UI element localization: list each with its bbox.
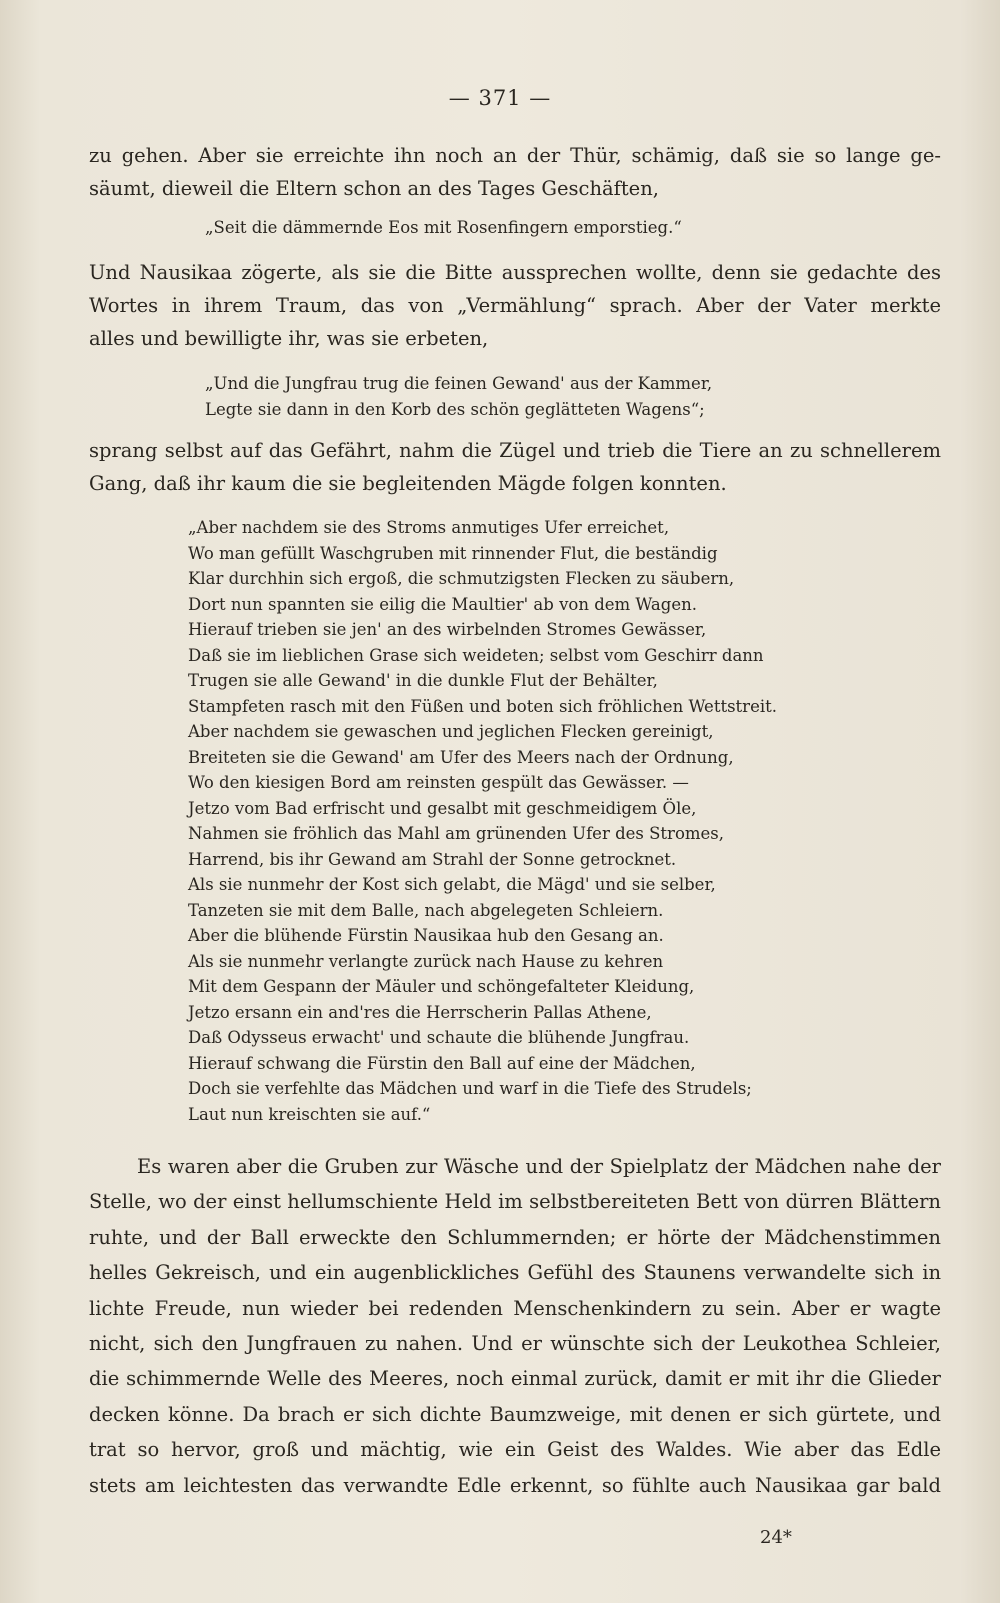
paragraph-line: Es waren aber die Gruben zur Wäsche und der Spielplatz der Mädchen nahe der [137, 1155, 941, 1178]
verse-line: Jetzo vom Bad erfrischt und gesalbt mit geschmeidigem Öle, [188, 798, 697, 818]
verse-quote-2 [205, 371, 712, 422]
paragraph-line: stets am leichtesten das verwandte Edle erkennt, so fühlte auch Nausikaa gar bald [89, 1473, 941, 1497]
paragraph-line: zu gehen. Aber sie erreichte ihn noch an der Thür, schämig, daß sie so lange ge- [89, 144, 941, 167]
paragraph-line: trat so hervor, groß und mächtig, wie ein Geist des Waldes. Wie aber das Edle [89, 1438, 941, 1462]
verse-line: Legte sie dann in den Korb des schön geglätteten Wagens“; [205, 399, 705, 419]
paragraph-3 [89, 434, 941, 500]
paragraph-line: decken könne. Da brach er sich dichte Baumzweige, mit denen er sich gürtete, und [89, 1402, 941, 1426]
verse-line: Stampfeten rasch mit den Füßen und boten sich fröhlichen Wettstreit. [188, 696, 777, 716]
page-number: — 371 — [448, 86, 552, 110]
verse-line: Jetzo ersann ein and'res die Herrscherin Pallas Athene, [188, 1002, 652, 1022]
verse-line: Tanzeten sie mit dem Balle, nach abgelegeten Schleiern. [188, 900, 664, 920]
paragraph-line: Wortes in ihrem Traum, das von „Vermählung“ sprach. Aber der Vater merkte [89, 294, 941, 317]
paragraph-line: alles und bewilligte ihr, was sie erbeten, [89, 327, 489, 350]
verse-line: Aber nachdem sie gewaschen und jeglichen Flecken gereinigt, [188, 722, 714, 741]
paragraph-4 [89, 1149, 941, 1503]
verse-line: Breiteten sie die Gewand' am Ufer des Meers nach der Ordnung, [188, 747, 734, 767]
paragraph-line: ruhte, und der Ball erweckte den Schlummernden; er hörte der Mädchenstimmen [89, 1225, 941, 1249]
paragraph-line: säumt, dieweil die Eltern schon an des Tages Geschäften, [89, 177, 659, 200]
paragraph-line: helles Gekreisch, und ein augenblickliches Gefühl des Staunens verwandelte sich in [89, 1261, 941, 1285]
verse-line: Klar durchhin sich ergoß, die schmutzigsten Flecken zu säubern, [188, 569, 735, 588]
paragraph-line: sprang selbst auf das Gefährt, nahm die Zügel und trieb die Tiere an zu schnellerem [89, 439, 941, 462]
verse-line: Harrend, bis ihr Gewand am Strahl der Sonne getrocknet. [188, 849, 677, 869]
paragraph-line: Und Nausikaa zögerte, als sie die Bitte aussprechen wollte, denn sie gedachte des [89, 261, 941, 284]
verse-line: Daß Odysseus erwacht' und schaute die blühende Jungfrau. [188, 1028, 690, 1047]
verse-line: Wo man gefüllt Waschgruben mit rinnender Flut, die beständig [188, 543, 718, 563]
paragraph-line: nicht, sich den Jungfrauen zu nahen. Und er wünschte sich der Leukothea Schleier, [89, 1332, 941, 1356]
verse-line: Hierauf trieben sie jen' an des wirbelnden Stromes Gewässer, [188, 620, 707, 639]
verse-line: Aber die blühende Fürstin Nausikaa hub den Gesang an. [188, 926, 664, 945]
verse-quote-1: „Seit die dämmernde Eos mit Rosenfingern emporstieg.“ [205, 218, 682, 237]
verse-line: Als sie nunmehr verlangte zurück nach Hause zu kehren [188, 951, 664, 971]
paragraph-line: Gang, daß ihr kaum die sie begleitenden Mägde folgen konnten. [89, 472, 727, 495]
paragraph-line: die schimmernde Welle des Meeres, noch einmal zurück, damit er mit ihr die Glieder [89, 1367, 941, 1391]
verse-line: Nahmen sie fröhlich das Mahl am grünenden Ufer des Stromes, [188, 824, 725, 843]
paragraph-2 [89, 256, 941, 355]
verse-line: Daß sie im lieblichen Grase sich weideten; selbst vom Geschirr dann [188, 645, 764, 665]
verse-line: Laut nun kreischten sie auf.“ [188, 1104, 431, 1124]
verse-line: Doch sie verfehlte das Mädchen und warf in die Tiefe des Strudels; [188, 1079, 752, 1098]
verse-line: Mit dem Gespann der Mäuler und schöngefalteter Kleidung, [188, 977, 695, 996]
paragraph-line: Stelle, wo der einst hellumschiente Held im selbstbereiteten Bett von dürren Blättern [89, 1190, 941, 1214]
verse-line: „Und die Jungfrau trug die feinen Gewand' aus der Kammer, [205, 374, 713, 393]
signature-mark: 24* [760, 1527, 792, 1548]
paragraph-1 [89, 139, 941, 205]
verse-line: Wo den kiesigen Bord am reinsten gespült das Gewässer. — [188, 773, 689, 792]
verse-quote-3 [188, 515, 777, 1127]
verse-line: Hierauf schwang die Fürstin den Ball auf eine der Mädchen, [188, 1053, 696, 1073]
verse-line: Als sie nunmehr der Kost sich gelabt, die Mägd' und sie selber, [188, 875, 716, 894]
verse-line: Trugen sie alle Gewand' in die dunkle Flut der Behälter, [188, 671, 658, 690]
verse-line: Dort nun spannten sie eilig die Maultier' ab von dem Wagen. [188, 594, 697, 614]
verse-line: „Aber nachdem sie des Stroms anmutiges Ufer erreichet, [188, 518, 670, 537]
paragraph-line: lichte Freude, nun wieder bei redenden Menschenkindern zu sein. Aber er wagte [89, 1296, 941, 1320]
